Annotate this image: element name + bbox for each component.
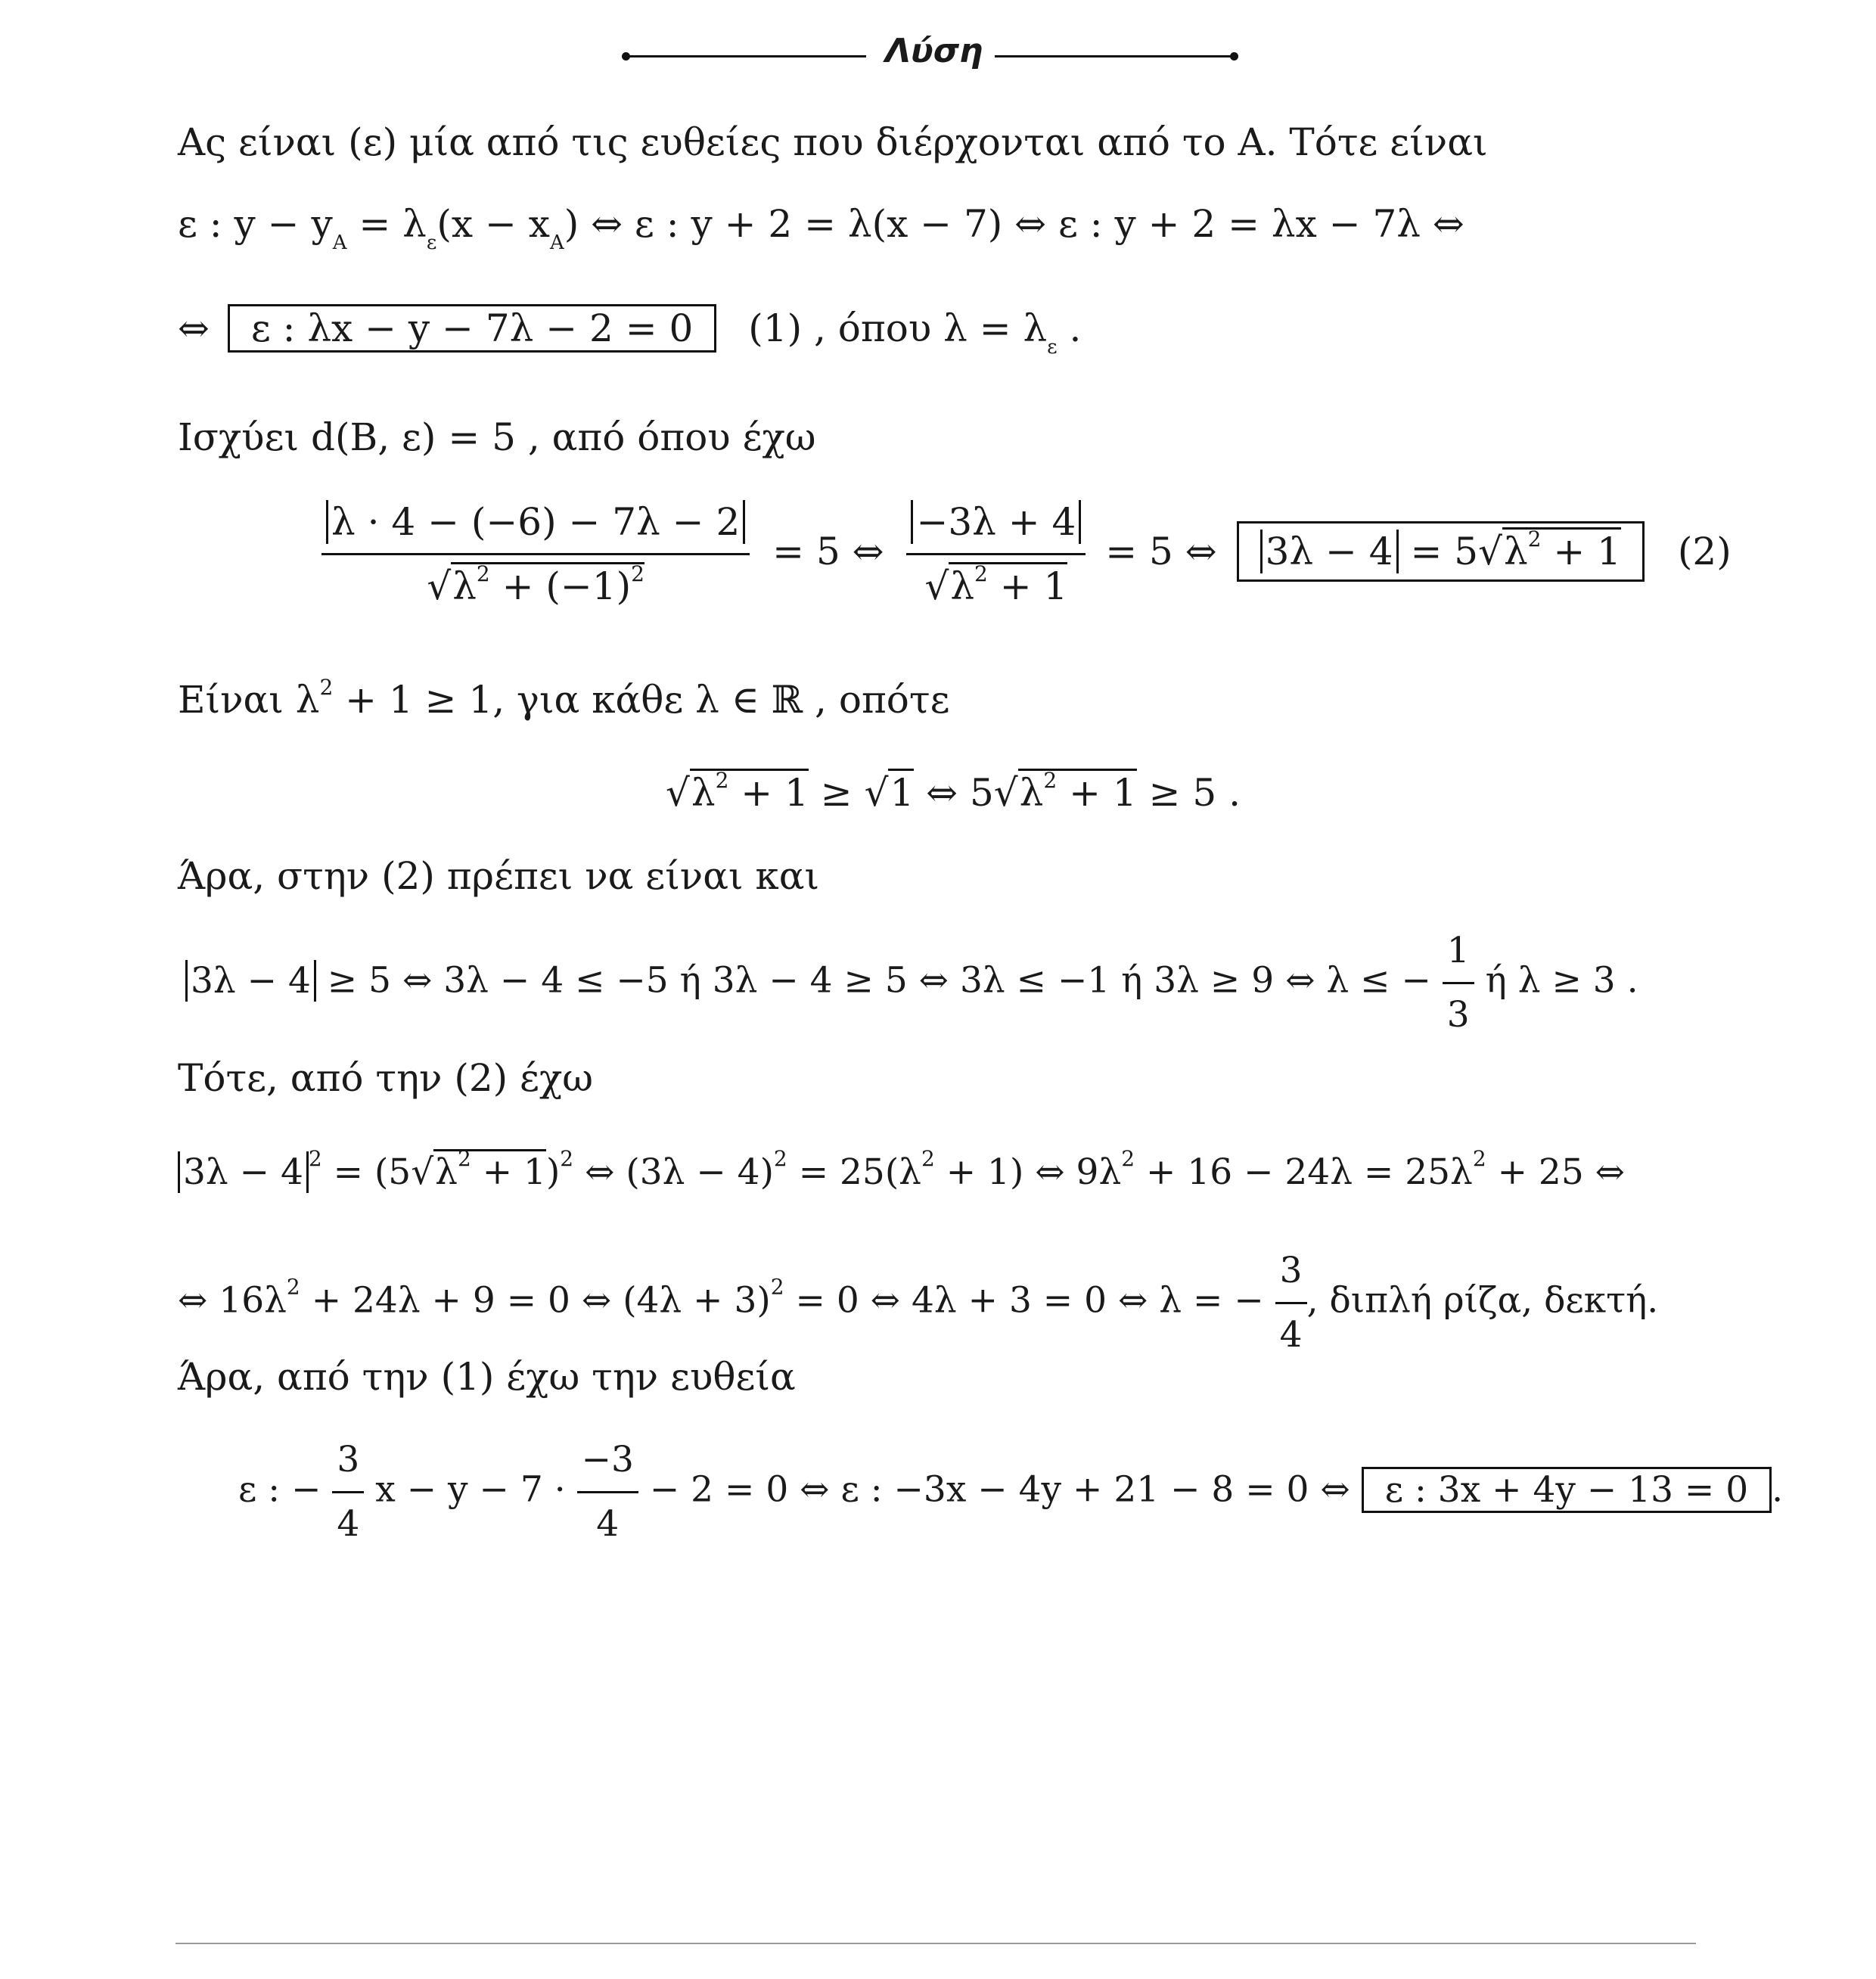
eq-part: = 0 ⇔ 4λ + 3 = 0 ⇔ λ = − [784, 1279, 1264, 1322]
eq-part: (x − x [436, 202, 550, 246]
subscript: ε [1047, 336, 1058, 359]
eq-part: (5 [374, 1151, 412, 1193]
requirement-text: Άρα, στην (2) πρέπει να είναι και [178, 854, 820, 898]
eq-part: + 1 [471, 1151, 546, 1193]
inequality-chain [185, 924, 1638, 1042]
abs-value: 3λ − 4 [178, 1151, 309, 1193]
positivity-text [178, 677, 949, 722]
eq-part: λ [435, 1151, 458, 1193]
superscript: 2 [631, 561, 644, 586]
sqrt-term [433, 1146, 546, 1193]
eq-part: λ [1503, 529, 1528, 573]
eq-part: ή λ ≥ 3 . [1485, 959, 1638, 1002]
eq-part: + 1 [1541, 529, 1621, 573]
eq-part: ≥ 5 . [1136, 771, 1241, 815]
line-equation-derivation [178, 201, 1464, 254]
fraction-three-quarters [1275, 1244, 1307, 1362]
abs-value: 3λ − 4 [1260, 530, 1399, 573]
superscript: 2 [319, 675, 334, 700]
abs-value: 3λ − 4 [185, 960, 316, 1002]
eq-part: ≥ [808, 771, 865, 815]
eq-part: = [321, 1151, 374, 1193]
eq-part: ε : − [238, 1468, 321, 1511]
eq-part: + 1 [987, 564, 1068, 608]
eq-part: + 1 [1057, 771, 1137, 815]
superscript: 2 [457, 1146, 471, 1171]
eq-part: = 5 ⇔ [772, 529, 884, 573]
superscript: 2 [773, 1146, 787, 1171]
footer-rule [175, 1943, 1696, 1944]
eq-part: ⇔ 5 [914, 771, 994, 815]
eq-part: ⇔ 16λ [178, 1279, 287, 1322]
quadratic-equation [178, 1244, 1658, 1362]
eq-part: + 24λ + 9 = 0 ⇔ (4λ + 3) [300, 1279, 771, 1322]
intro-text: Ας είναι (ε) μία από τις ευθείες που διέρχονται από το Α. Τότε είναι [178, 120, 1488, 164]
superscript: 2 [560, 1146, 574, 1171]
eq-part: . [1057, 306, 1082, 350]
eq-part: . [1772, 1468, 1784, 1511]
eq-part: + (−1) [489, 564, 632, 608]
subscript: A [332, 231, 347, 254]
sqrt-term: 1 [888, 769, 914, 815]
fraction-one-third [1443, 924, 1474, 1042]
sqrt-inequality: $√\lambda^2 + 1 \ge √1$ ⇔ $5√\lambda^2 + 1 \ge 5$ . [666, 768, 1241, 815]
fraction-minus-three-quarters [577, 1434, 638, 1551]
boxed-equation-1: ε : λx − y − 7λ − 2 = 0 [228, 304, 717, 353]
superscript: 2 [1527, 526, 1542, 551]
line-equation-general [178, 306, 1082, 359]
section-heading [620, 32, 1241, 77]
fraction-neg-three-quarters [332, 1434, 364, 1551]
eq-part: = λ [346, 202, 427, 246]
eq-part: ⇔ [178, 306, 210, 350]
heading-rule-left [628, 55, 866, 57]
eq-part: + 1 ≥ 1, για κάθε λ ∈ ℝ , οπότε [333, 678, 950, 722]
sqrt-term [1502, 527, 1621, 573]
numerator: 3 [332, 1434, 364, 1493]
eq-part: + 1) ⇔ 9λ [934, 1151, 1122, 1193]
eq-part: λ [1019, 771, 1044, 815]
eq-part: λ [950, 564, 975, 608]
numerator: −3 [577, 1434, 638, 1493]
subscript: ε [426, 231, 437, 254]
eq-part: = 25(λ [787, 1151, 921, 1193]
equation-tag: (2) [1677, 529, 1732, 573]
denominator: 3 [1446, 994, 1470, 1036]
eq-part: λ [452, 564, 477, 608]
abs-value: λ · 4 − (−6) − 7λ − 2 [326, 500, 745, 544]
boxed-equation-2: $3\lambda - 4 = 5√\lambda^2 + 1$ [1237, 521, 1645, 582]
superscript: 2 [308, 1146, 322, 1171]
eq-part: + 1 [728, 771, 809, 815]
sqrt-term [949, 562, 1067, 608]
final-line-equation [238, 1434, 1783, 1551]
eq-part: − 2 = 0 ⇔ ε : −3x − 4y + 21 − 8 = 0 ⇔ [649, 1468, 1350, 1511]
eq-part: Είναι λ [178, 678, 320, 722]
superscript: 2 [715, 768, 729, 793]
eq-part: = 5 [1398, 529, 1479, 573]
eq-part: ≥ 5 ⇔ 3λ − 4 ≤ −5 ή 3λ − 4 ≥ 5 ⇔ 3λ ≤ −1 ή 3λ ≥ 9 ⇔ λ ≤ − [315, 959, 1431, 1002]
fraction-2: $\frac{-3\lambda + 4}{√\lambda^2 + 1}$ [906, 496, 1086, 613]
superscript: 2 [1472, 1146, 1486, 1171]
eq-part: λ [691, 771, 716, 815]
numerator: 3 [1275, 1244, 1307, 1304]
sqrt-term [690, 769, 809, 815]
eq-part: = 5 ⇔ [1105, 529, 1217, 573]
superscript: 2 [476, 561, 490, 586]
superscript: 2 [1043, 768, 1058, 793]
eq-part: + 16 − 24λ = 25λ [1135, 1151, 1473, 1193]
eq-part: ε : y − y [178, 202, 333, 246]
eq-part: , διπλή ρίζα, δεκτή. [1306, 1279, 1659, 1322]
squared-equation: 3λ − 4 $^2 = (5√\lambda^2 + 1)^2$ ⇔ $(3\lambda - 4)^2 = 25(\lambda^2 + 1)$ ⇔ $9\lambda^2 + 16 - 24\lambda = 25\lambda^2 + 25$ ⇔ [178, 1150, 1625, 1195]
numerator: 1 [1443, 924, 1474, 984]
heading-rule-right [995, 55, 1233, 57]
eq-part: x − y − 7 · [375, 1468, 566, 1511]
subscript: A [549, 231, 564, 254]
denominator: 4 [337, 1503, 360, 1545]
eq-part: ) ⇔ ε : y + 2 = λ(x − 7) ⇔ ε : y + 2 = λx − 7λ ⇔ [564, 202, 1464, 246]
then-text: Τότε, από την (2) έχω [178, 1056, 594, 1100]
superscript: 2 [974, 561, 988, 586]
heading-dot-right [1230, 52, 1238, 61]
distance-condition-text: Ισχύει d(B, ε) = 5 , από όπου έχω [178, 415, 816, 459]
abs-value: −3λ + 4 [911, 500, 1081, 544]
distance-equation [321, 496, 1732, 613]
boxed-final-equation: ε : 3x + 4y − 13 = 0 [1362, 1467, 1772, 1513]
superscript: 2 [921, 1146, 935, 1171]
sqrt-term [451, 562, 644, 608]
eq-part: ) [545, 1151, 561, 1193]
fraction-1: $\frac{\lambda \cdot 4 - (-6) - 7\lambda - 2}{√\lambda^2 + (-1)^2}$ [321, 496, 750, 613]
superscript: 2 [1121, 1146, 1135, 1171]
sqrt-term [1018, 769, 1137, 815]
heading-title: Λύση [885, 32, 983, 70]
conclusion-text: Άρα, από την (1) έχω την ευθεία [178, 1355, 796, 1399]
superscript: 2 [286, 1274, 300, 1300]
superscript: 2 [770, 1274, 784, 1300]
denominator: 4 [1279, 1314, 1303, 1356]
eq-part: ⇔ (3λ − 4) [573, 1151, 774, 1193]
denominator: 4 [596, 1503, 620, 1545]
eq-part: (1) , όπου λ = λ [748, 306, 1048, 350]
eq-part: + 25 ⇔ [1486, 1151, 1626, 1193]
